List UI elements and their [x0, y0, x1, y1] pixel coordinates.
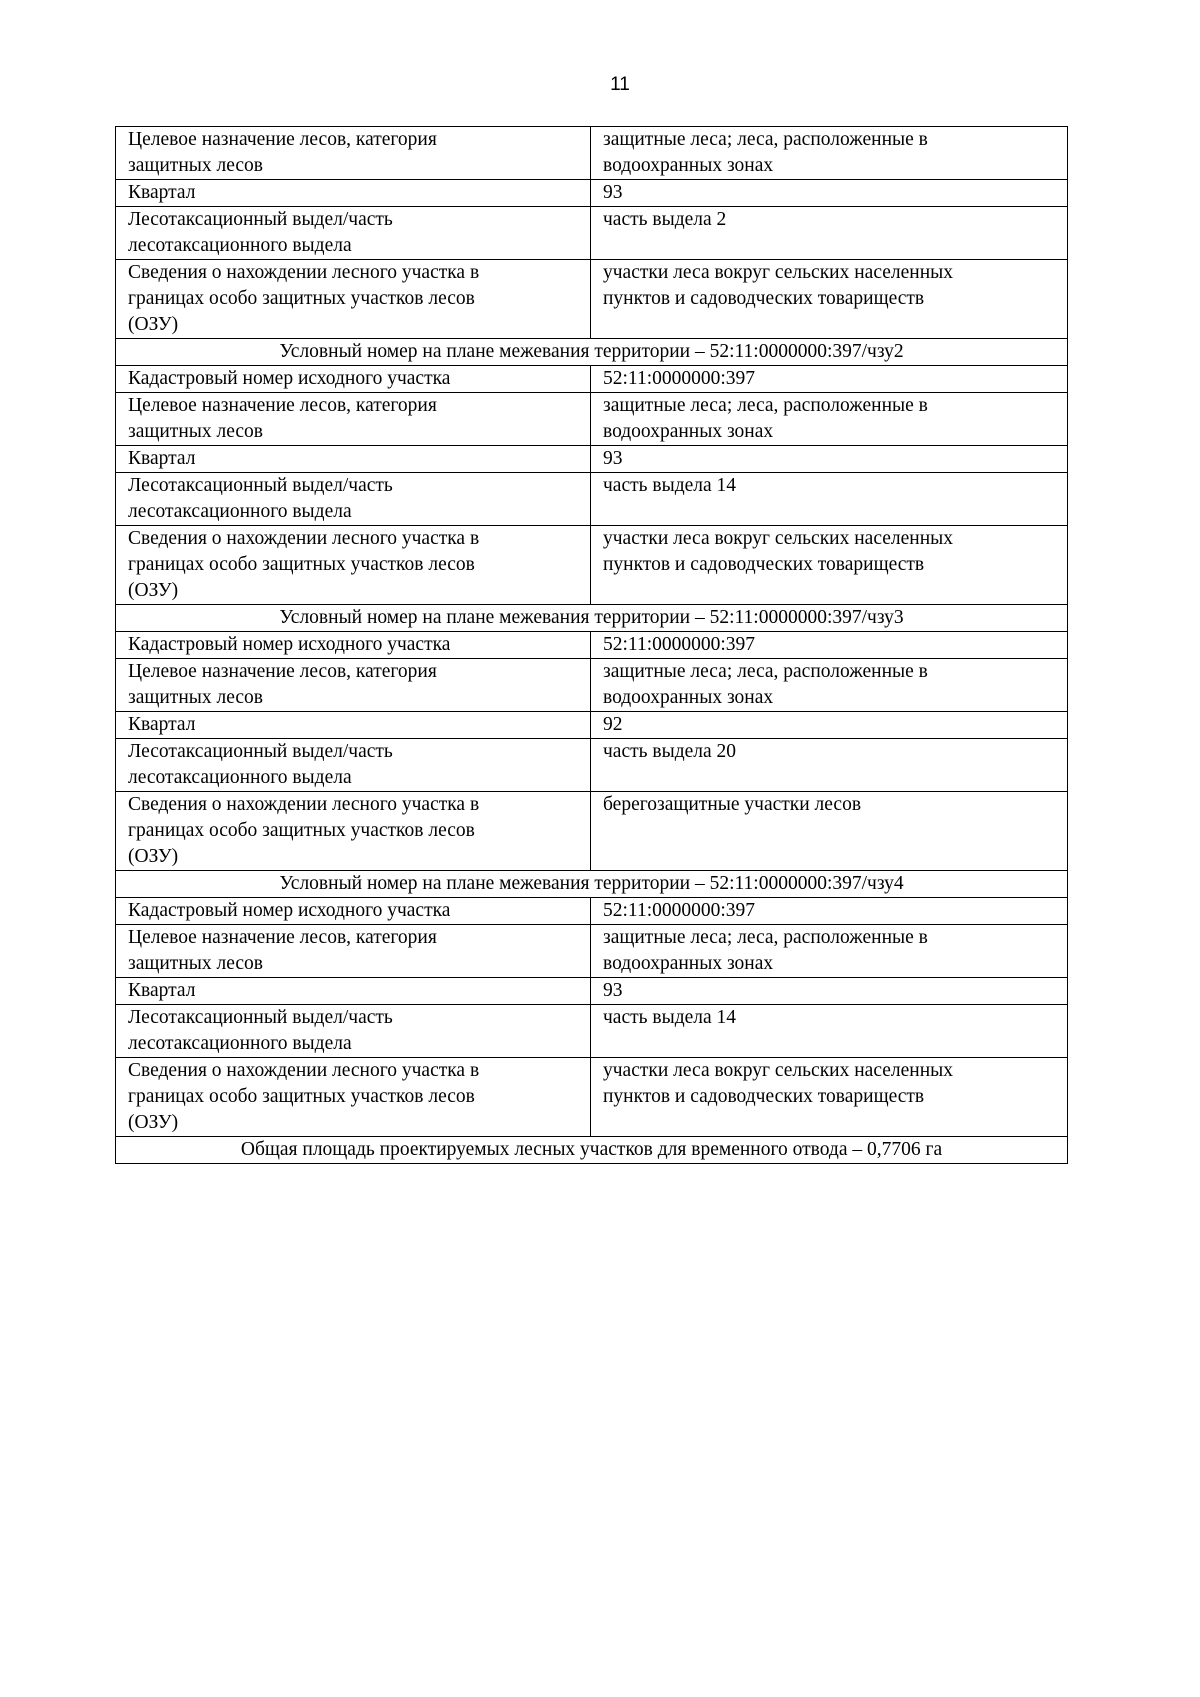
attribute-label-cell	[116, 446, 591, 473]
table-row	[116, 712, 1068, 739]
section-header-cell	[116, 605, 1068, 632]
attribute-value-cell	[591, 659, 1068, 712]
attribute-label: Целевое назначение лесов, категория защитных лесов	[128, 129, 437, 176]
attribute-label: Сведения о нахождении лесного участка в границах особо защитных участков лесов (ОЗУ)	[128, 262, 480, 335]
table-row	[116, 1005, 1068, 1058]
table-row	[116, 473, 1068, 526]
attribute-label-cell	[116, 393, 591, 446]
attribute-label-cell	[116, 1005, 591, 1058]
attribute-label: Сведения о нахождении лесного участка в границах особо защитных участков лесов (ОЗУ)	[128, 528, 480, 601]
section-header-row	[116, 1137, 1068, 1164]
table-row	[116, 366, 1068, 393]
table-row	[116, 127, 1068, 180]
attribute-value-cell	[591, 1058, 1068, 1137]
attribute-value-cell	[591, 1005, 1068, 1058]
table-body	[116, 127, 1068, 1164]
table-row	[116, 632, 1068, 659]
attribute-value: участки леса вокруг сельских населенных пунктов и садоводческих товариществ	[603, 262, 953, 309]
table-row	[116, 898, 1068, 925]
attribute-label-cell	[116, 260, 591, 339]
attribute-value-cell	[591, 898, 1068, 925]
attribute-label: Кадастровый номер исходного участка	[128, 900, 451, 921]
attribute-value-cell	[591, 260, 1068, 339]
section-header-text: Общая площадь проектируемых лесных участков для временного отвода – 0,7706 га	[240, 1139, 943, 1160]
attribute-label-cell	[116, 925, 591, 978]
attribute-label: Целевое назначение лесов, категория защитных лесов	[128, 395, 437, 442]
attribute-label-cell	[116, 659, 591, 712]
attribute-value-cell	[591, 180, 1068, 207]
attribute-label-cell	[116, 632, 591, 659]
attribute-value: часть выдела 14	[603, 1007, 737, 1028]
section-header-row	[116, 339, 1068, 366]
attribute-value-cell	[591, 739, 1068, 792]
attribute-value-cell	[591, 127, 1068, 180]
attribute-label: Сведения о нахождении лесного участка в границах особо защитных участков лесов (ОЗУ)	[128, 794, 480, 867]
attribute-value: участки леса вокруг сельских населенных пунктов и садоводческих товариществ	[603, 528, 953, 575]
attribute-label: Лесотаксационный выдел/часть лесотаксационного выдела	[128, 475, 393, 522]
attribute-value: 93	[603, 182, 623, 203]
attribute-label-cell	[116, 978, 591, 1005]
attribute-label: Целевое назначение лесов, категория защитных лесов	[128, 661, 437, 708]
attribute-label-cell	[116, 1058, 591, 1137]
section-header-cell	[116, 339, 1068, 366]
attribute-value: защитные леса; леса, расположенные в водоохранных зонах	[603, 661, 928, 708]
attribute-value: защитные леса; леса, расположенные в водоохранных зонах	[603, 129, 928, 176]
attribute-label-cell	[116, 739, 591, 792]
table-row	[116, 260, 1068, 339]
attribute-value: 52:11:0000000:397	[603, 368, 756, 389]
attribute-value-cell	[591, 925, 1068, 978]
attribute-value-cell	[591, 526, 1068, 605]
table-row	[116, 207, 1068, 260]
attribute-value-cell	[591, 473, 1068, 526]
attribute-label-cell	[116, 127, 591, 180]
table-row	[116, 1058, 1068, 1137]
attribute-label: Лесотаксационный выдел/часть лесотаксационного выдела	[128, 1007, 393, 1054]
forest-plots-table	[115, 126, 1068, 1164]
attribute-value-cell	[591, 393, 1068, 446]
attribute-label-cell	[116, 366, 591, 393]
page-number: 11	[610, 74, 630, 95]
section-header-row	[116, 871, 1068, 898]
attribute-value: часть выдела 14	[603, 475, 737, 496]
attribute-value: 52:11:0000000:397	[603, 900, 756, 921]
attribute-value-cell	[591, 446, 1068, 473]
attribute-value: участки леса вокруг сельских населенных пунктов и садоводческих товариществ	[603, 1060, 953, 1107]
attribute-label-cell	[116, 207, 591, 260]
attribute-value: часть выдела 2	[603, 209, 727, 230]
attribute-label: Лесотаксационный выдел/часть лесотаксационного выдела	[128, 741, 393, 788]
attribute-label: Квартал	[128, 182, 196, 203]
attribute-value: 52:11:0000000:397	[603, 634, 756, 655]
table-row	[116, 792, 1068, 871]
attribute-label: Сведения о нахождении лесного участка в границах особо защитных участков лесов (ОЗУ)	[128, 1060, 480, 1133]
attribute-value: 92	[603, 714, 623, 735]
attribute-value-cell	[591, 792, 1068, 871]
attribute-value: защитные леса; леса, расположенные в водоохранных зонах	[603, 395, 928, 442]
section-header-text: Условный номер на плане межевания территории – 52:11:0000000:397/чзу3	[279, 607, 904, 628]
attribute-label: Квартал	[128, 448, 196, 469]
section-header-text: Условный номер на плане межевания территории – 52:11:0000000:397/чзу2	[279, 341, 904, 362]
attribute-label-cell	[116, 898, 591, 925]
attribute-value: 93	[603, 448, 623, 469]
attribute-label-cell	[116, 792, 591, 871]
table-row	[116, 978, 1068, 1005]
section-header-row	[116, 605, 1068, 632]
table-row	[116, 925, 1068, 978]
attribute-value: берегозащитные участки лесов	[603, 794, 862, 815]
attribute-label-cell	[116, 526, 591, 605]
attribute-label: Квартал	[128, 714, 196, 735]
attribute-value-cell	[591, 632, 1068, 659]
section-header-cell	[116, 871, 1068, 898]
section-header-text: Условный номер на плане межевания территории – 52:11:0000000:397/чзу4	[279, 873, 904, 894]
table-row	[116, 180, 1068, 207]
attribute-value-cell	[591, 207, 1068, 260]
attribute-label-cell	[116, 473, 591, 526]
attribute-label-cell	[116, 712, 591, 739]
attribute-label-cell	[116, 180, 591, 207]
attribute-label: Лесотаксационный выдел/часть лесотаксационного выдела	[128, 209, 393, 256]
attribute-label: Кадастровый номер исходного участка	[128, 634, 451, 655]
attribute-label: Целевое назначение лесов, категория защитных лесов	[128, 927, 437, 974]
attribute-value: 93	[603, 980, 623, 1001]
table-row	[116, 659, 1068, 712]
attribute-value-cell	[591, 712, 1068, 739]
attribute-label: Кадастровый номер исходного участка	[128, 368, 451, 389]
table-row	[116, 526, 1068, 605]
table-row	[116, 739, 1068, 792]
attribute-value: защитные леса; леса, расположенные в водоохранных зонах	[603, 927, 928, 974]
attribute-value-cell	[591, 366, 1068, 393]
attribute-value-cell	[591, 978, 1068, 1005]
table-row	[116, 393, 1068, 446]
table-row	[116, 446, 1068, 473]
attribute-value: часть выдела 20	[603, 741, 737, 762]
attribute-label: Квартал	[128, 980, 196, 1001]
section-header-cell	[116, 1137, 1068, 1164]
